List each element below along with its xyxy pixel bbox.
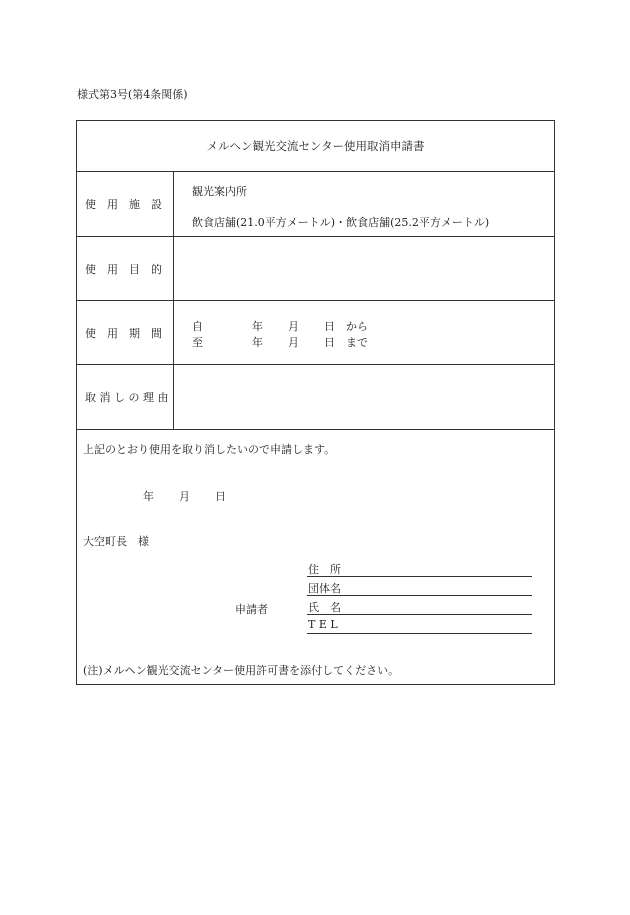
reason-field[interactable] (174, 365, 554, 429)
date-year: 年 (143, 490, 154, 503)
period-row (77, 301, 554, 365)
purpose-field[interactable] (174, 237, 554, 300)
facility-row (77, 172, 554, 237)
date-day: 日 (215, 490, 226, 503)
attachment-note: (注)メルヘン観光交流センター使用許可書を添付してください。 (83, 664, 400, 677)
form-title: メルヘン観光交流センター使用取消申請書 (77, 121, 554, 172)
address-field[interactable]: 住 所 (307, 561, 532, 577)
statement: 上記のとおり使用を取り消したいので申請します。 (83, 443, 336, 456)
date-month: 月 (179, 490, 190, 503)
reason-label: 取 消 し の 理 由 (77, 365, 174, 429)
form-number: 様式第3号(第4条関係) (77, 88, 188, 101)
purpose-label: 使 用 目 的 (77, 237, 174, 300)
period-to-day: 日 (324, 336, 335, 349)
period-from-prefix: 自 (192, 320, 203, 333)
period-to-prefix: 至 (192, 336, 203, 349)
applicant-label: 申請者 (235, 603, 268, 616)
period-label: 使 用 期 間 (77, 301, 174, 364)
period-from-suffix: から (346, 320, 368, 333)
application-form (76, 120, 555, 685)
period-from-year: 年 (252, 320, 263, 333)
facility-label: 使 用 施 設 (77, 172, 174, 236)
facility-restaurants: 飲食店舗(21.0平方メートル)・飲食店舗(25.2平方メートル) (192, 216, 490, 229)
addressee: 大空町長 様 (83, 535, 149, 548)
period-from-day: 日 (324, 320, 335, 333)
period-content (174, 301, 554, 364)
period-to-month: 月 (288, 336, 299, 349)
period-to-suffix: まで (346, 336, 368, 349)
period-to-year: 年 (252, 336, 263, 349)
facility-content (174, 172, 554, 236)
facility-info-center: 観光案内所 (192, 185, 247, 198)
reason-row (77, 365, 554, 430)
organization-field[interactable]: 団体名 (307, 580, 532, 596)
period-from-month: 月 (288, 320, 299, 333)
purpose-row (77, 237, 554, 301)
tel-field[interactable]: T E L (307, 618, 532, 634)
name-field[interactable]: 氏 名 (307, 599, 532, 615)
application-section (77, 430, 554, 684)
